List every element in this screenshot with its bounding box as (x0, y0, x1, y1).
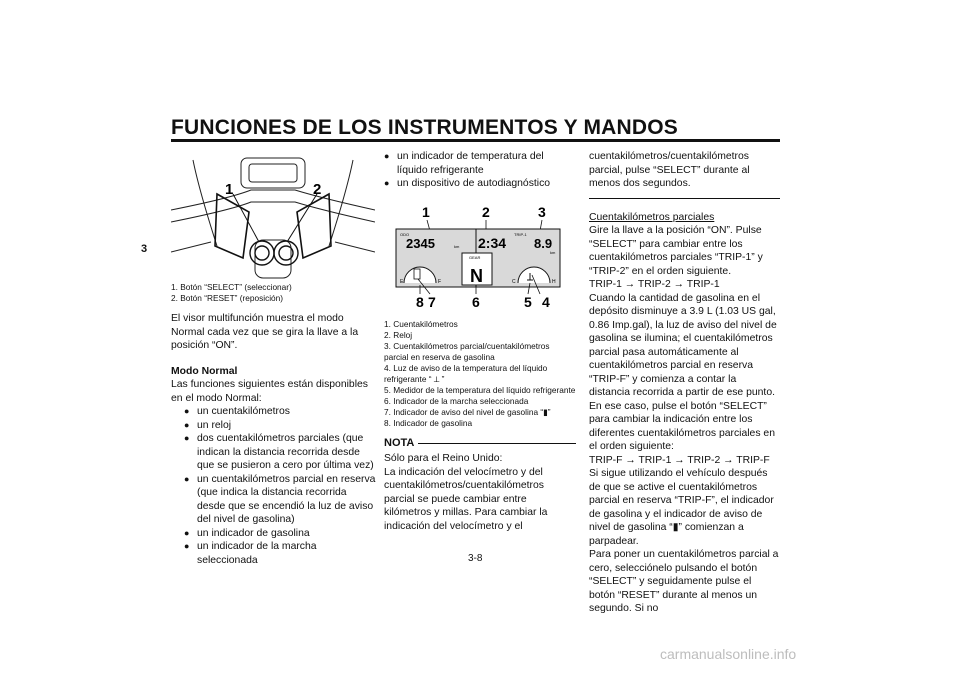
list-item: ● un dispositivo de autodiagnóstico (384, 177, 576, 191)
figure1-callout: 2 (313, 181, 322, 198)
odometer-readout: 2345 (406, 235, 435, 251)
caption-item: 3. Cuentakilómetros parcial/cuentakilómetros parcial en reserva de gasolina (384, 340, 550, 362)
caption-text: 7. Indicador de aviso del nivel de gasolina “ (384, 406, 544, 417)
figure2-captions (384, 319, 576, 429)
caption-quote: ” (547, 406, 551, 417)
figure2-callout: 5 (524, 293, 532, 309)
figure1-captions (171, 282, 377, 304)
trip-readout: 8.9 (534, 235, 553, 251)
figure2-callout: 8 (416, 293, 424, 309)
unit-label: km (550, 249, 556, 255)
fuel-warning-icon: ▮ (672, 522, 679, 533)
odo-label: ODO (400, 231, 410, 237)
clock-readout: 2:34 (478, 234, 507, 251)
temperature-warning-icon: ⟂ (431, 373, 442, 384)
caption-item: 8. Indicador de gasolina (384, 417, 473, 428)
instrument-display-figure (390, 203, 564, 309)
caption-item: 1. Botón “SELECT” (seleccionar) (171, 282, 292, 292)
section-heading: Modo Normal (171, 365, 238, 377)
gauge-f: F (438, 278, 442, 285)
list-item: ● dos cuentakilómetros parciales (que indican la distancia recorrida desde que se pusieron a cero por última vez) (184, 432, 377, 473)
nota-header (384, 437, 576, 451)
title-rule (171, 139, 780, 142)
paragraph-text: ” comienzan a parpadear. (589, 522, 744, 547)
unit-label: km (454, 243, 460, 249)
nota-text: Sólo para el Reino Unido: (384, 453, 503, 464)
figure1-callout: 1 (225, 181, 234, 198)
caption-item: 6. Indicador de la marcha seleccionada (384, 395, 529, 406)
gear-label: GEAR (469, 254, 481, 260)
nota-text: La indicación del velocímetro y del cuentakilómetros/cuentakilómetros parcial se puede cambiar entre kilómetros y millas. Para cambiar la indicación del velocímetro y el (384, 466, 548, 532)
list-item: ● un indicador de la marcha seleccionada (184, 540, 377, 567)
paragraph: Cuando la cantidad de gasolina en el depósito disminuye a 3.9 L (1.03 US gal, 0.86 Imp.gal), la luz de aviso del nivel de gasolina se ilumina; el cuentakilómetros parcial pasa automáticamente al cuentakilómetros parcial en reserva “TRIP-F” y comienza a contar la distancia recorrida a partir de ese punto. En ese caso, pulse el botón “SELECT” para cambiar la indicación entre los diferentes cuentakilómetros parciales en el orden siguiente: (589, 292, 777, 452)
list-item: ● un indicador de gasolina (184, 527, 377, 541)
column-1 (171, 150, 377, 567)
paragraph (589, 467, 780, 548)
column-3 (589, 150, 780, 616)
caption-item: 5. Medidor de la temperatura del líquido refrigerante (384, 384, 576, 395)
caption-item (384, 363, 576, 385)
fuel-warning-icon: ▮ (543, 406, 548, 417)
paragraph: Para poner un cuentakilómetros parcial a cero, selecciónelo pulsando el botón “SELECT” y seguidamente pulse el botón “RESET” durante al menos un segundo. Si no (589, 549, 779, 614)
section-heading: Cuentakilómetros parciales (589, 211, 715, 223)
chapter-tab: 3 (141, 243, 148, 255)
gauge-c: C (512, 278, 516, 285)
list-item: ● un cuentakilómetros parcial en reserva (que indica la distancia recorrida desde que se encendió la luz de aviso del nivel de gasolina) (184, 473, 377, 527)
caption-item: 2. Reloj (384, 329, 413, 340)
sequence: TRIP-F → TRIP-1 → TRIP-2 → TRIP-F (589, 454, 770, 466)
list-item: ● un cuentakilómetros (184, 405, 377, 419)
column-2 (384, 150, 576, 533)
paragraph-text: Si sigue utilizando el vehículo después de que se active el cuentakilómetros parcial en reserva “TRIP-F”, el indicador de gasolina y el indicador de aviso de nivel de gasolina “ (589, 468, 774, 533)
caption-item: 1. Cuentakilómetros (384, 318, 458, 329)
paragraph: El visor multifunción muestra el modo Normal cada vez que se gira la llave a la posición “ON”. (171, 313, 359, 351)
paragraph: Gire la llave a la posición “ON”. Pulse “SELECT” para cambiar entre los cuentakilómetros parciales “TRIP-1” y “TRIP-2” en el orden siguiente. (589, 225, 763, 277)
list-item: ● un reloj (184, 419, 377, 433)
bullet-list (384, 150, 576, 191)
section-divider (589, 198, 780, 199)
figure2-callout: 2 (482, 203, 490, 220)
figure2-callout: 1 (422, 203, 430, 220)
figure2-callout: 4 (542, 293, 550, 309)
bullet-list (171, 405, 377, 567)
paragraph: cuentakilómetros/cuentakilómetros parcial, pulse “SELECT” durante al menos dos segundos. (589, 151, 750, 189)
nota-rule (418, 443, 576, 444)
caption-text: 4. Luz de aviso de la temperatura del líquido refrigerante “ (384, 362, 548, 384)
figure2-callout: 7 (428, 293, 436, 309)
page-number: 3-8 (468, 553, 483, 564)
fuel-warning-icon (414, 269, 420, 279)
figure2-callout: 3 (538, 203, 546, 220)
gear-readout: N (470, 265, 483, 286)
gauge-e: E (400, 278, 404, 285)
gauge-h: H (552, 278, 556, 285)
list-item: ● un indicador de temperatura del líquido refrigerante (384, 150, 576, 177)
caption-quote: ” (441, 373, 445, 384)
caption-item: 2. Botón “RESET” (reposición) (171, 293, 284, 303)
trip-label: TRIP-1 (514, 231, 527, 237)
page-title: FUNCIONES DE LOS INSTRUMENTOS Y MANDOS (171, 116, 678, 139)
watermark: carmanualsonline.info (660, 646, 797, 662)
handlebar-figure (171, 150, 375, 280)
nota-label: NOTA (384, 436, 415, 449)
paragraph: Las funciones siguientes están disponibles en el modo Normal: (171, 379, 368, 404)
sequence: TRIP-1 → TRIP-2 → TRIP-1 (589, 279, 720, 290)
caption-item (384, 407, 576, 418)
figure2-callout: 6 (472, 293, 480, 309)
